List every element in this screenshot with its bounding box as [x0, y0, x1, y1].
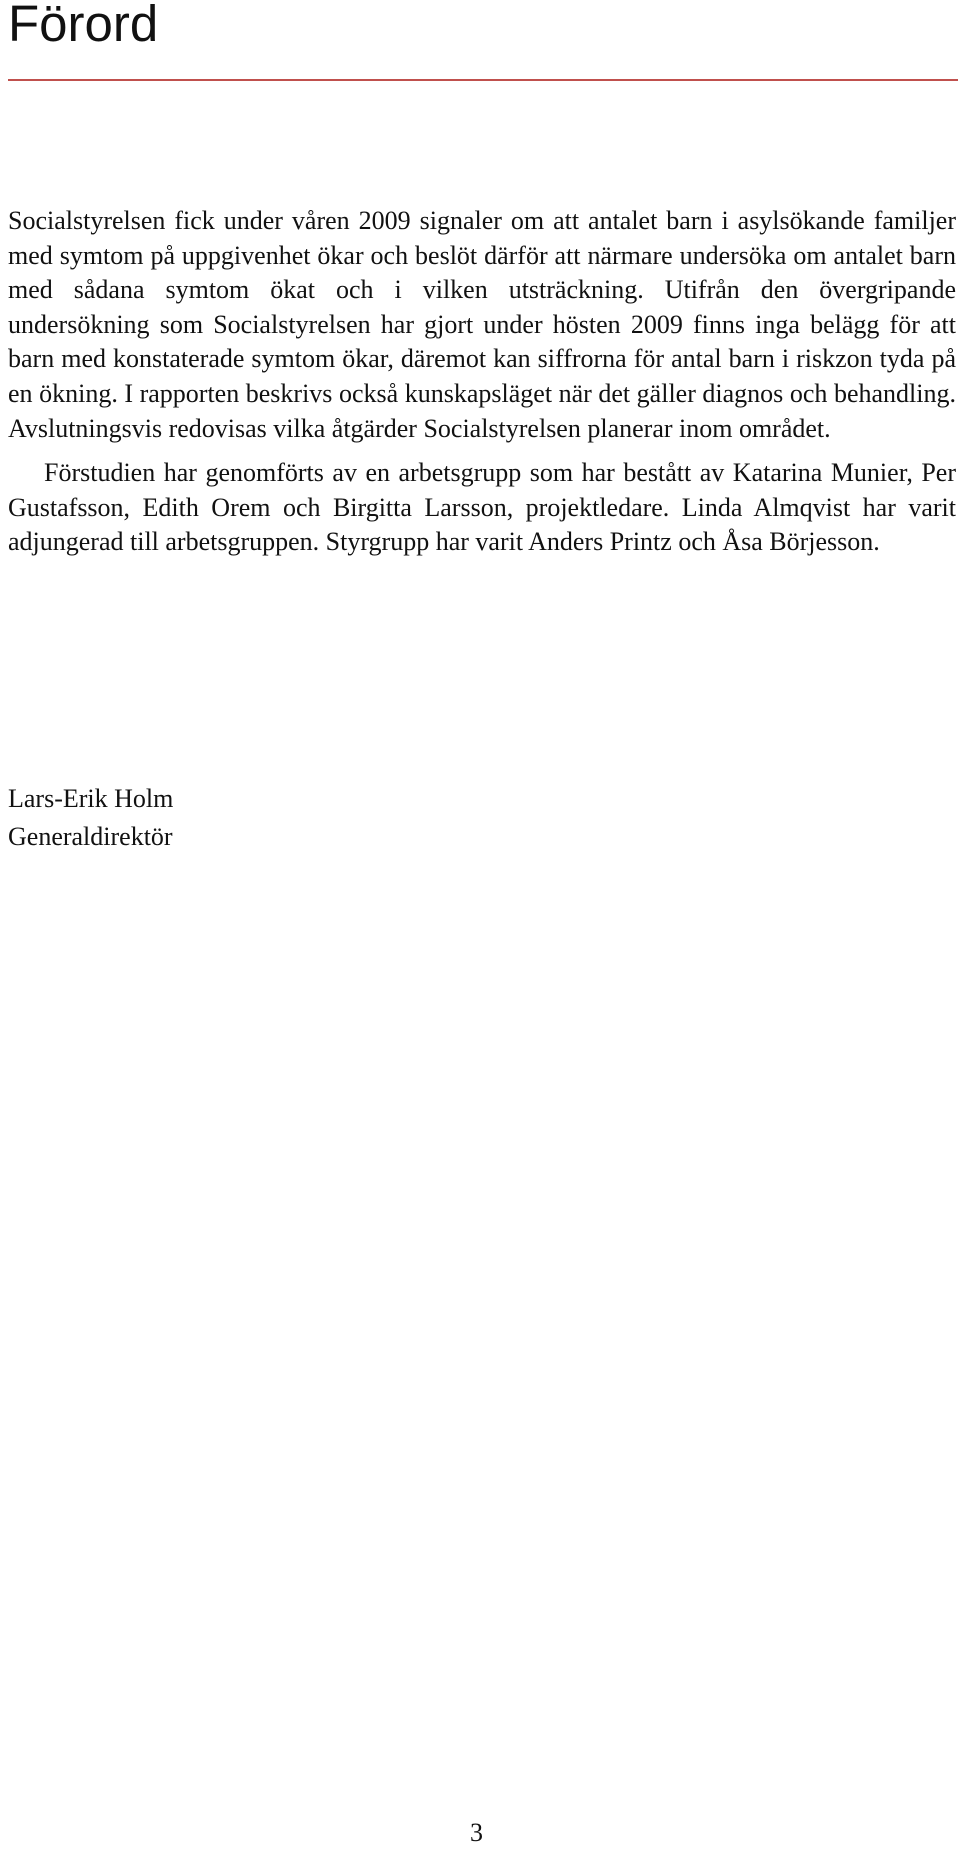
- page-title: Förord: [8, 0, 159, 52]
- signature-name: Lars-Erik Holm: [8, 784, 174, 813]
- signature-block: [8, 780, 173, 856]
- page-number: 3: [470, 1818, 483, 1847]
- body-text: [8, 204, 956, 560]
- paragraph-1: Socialstyrelsen fick under våren 2009 signaler om att antalet barn i asylsökande familjer med symtom på uppgivenhet ökar och beslöt därför att närmare undersöka om antalet barn med sådana symtom ökat och i vilken utsträckning. Utifrån den övergripande undersökning som Socialstyrelsen har gjort under hösten 2009 finns inga belägg för att barn med konstaterade symtom ökar, däremot kan siffrorna för antal barn i riskzon tyda på en ökning. I rapporten beskrivs också kunskapsläget när det gäller diagnos och behandling. Avslutningsvis redovisas vilka åtgärder Socialstyrelsen planerar inom området.: [8, 206, 956, 443]
- heading-divider: [8, 79, 958, 81]
- paragraph-2: Förstudien har genomförts av en arbetsgrupp som har bestått av Katarina Munier, Per Gustafsson, Edith Orem och Birgitta Larsson, projektledare. Linda Almqvist har varit adjungerad till arbetsgruppen. Styrgrupp har varit Anders Printz och Åsa Börjesson.: [8, 458, 956, 557]
- signature-title: Generaldirektör: [8, 822, 173, 851]
